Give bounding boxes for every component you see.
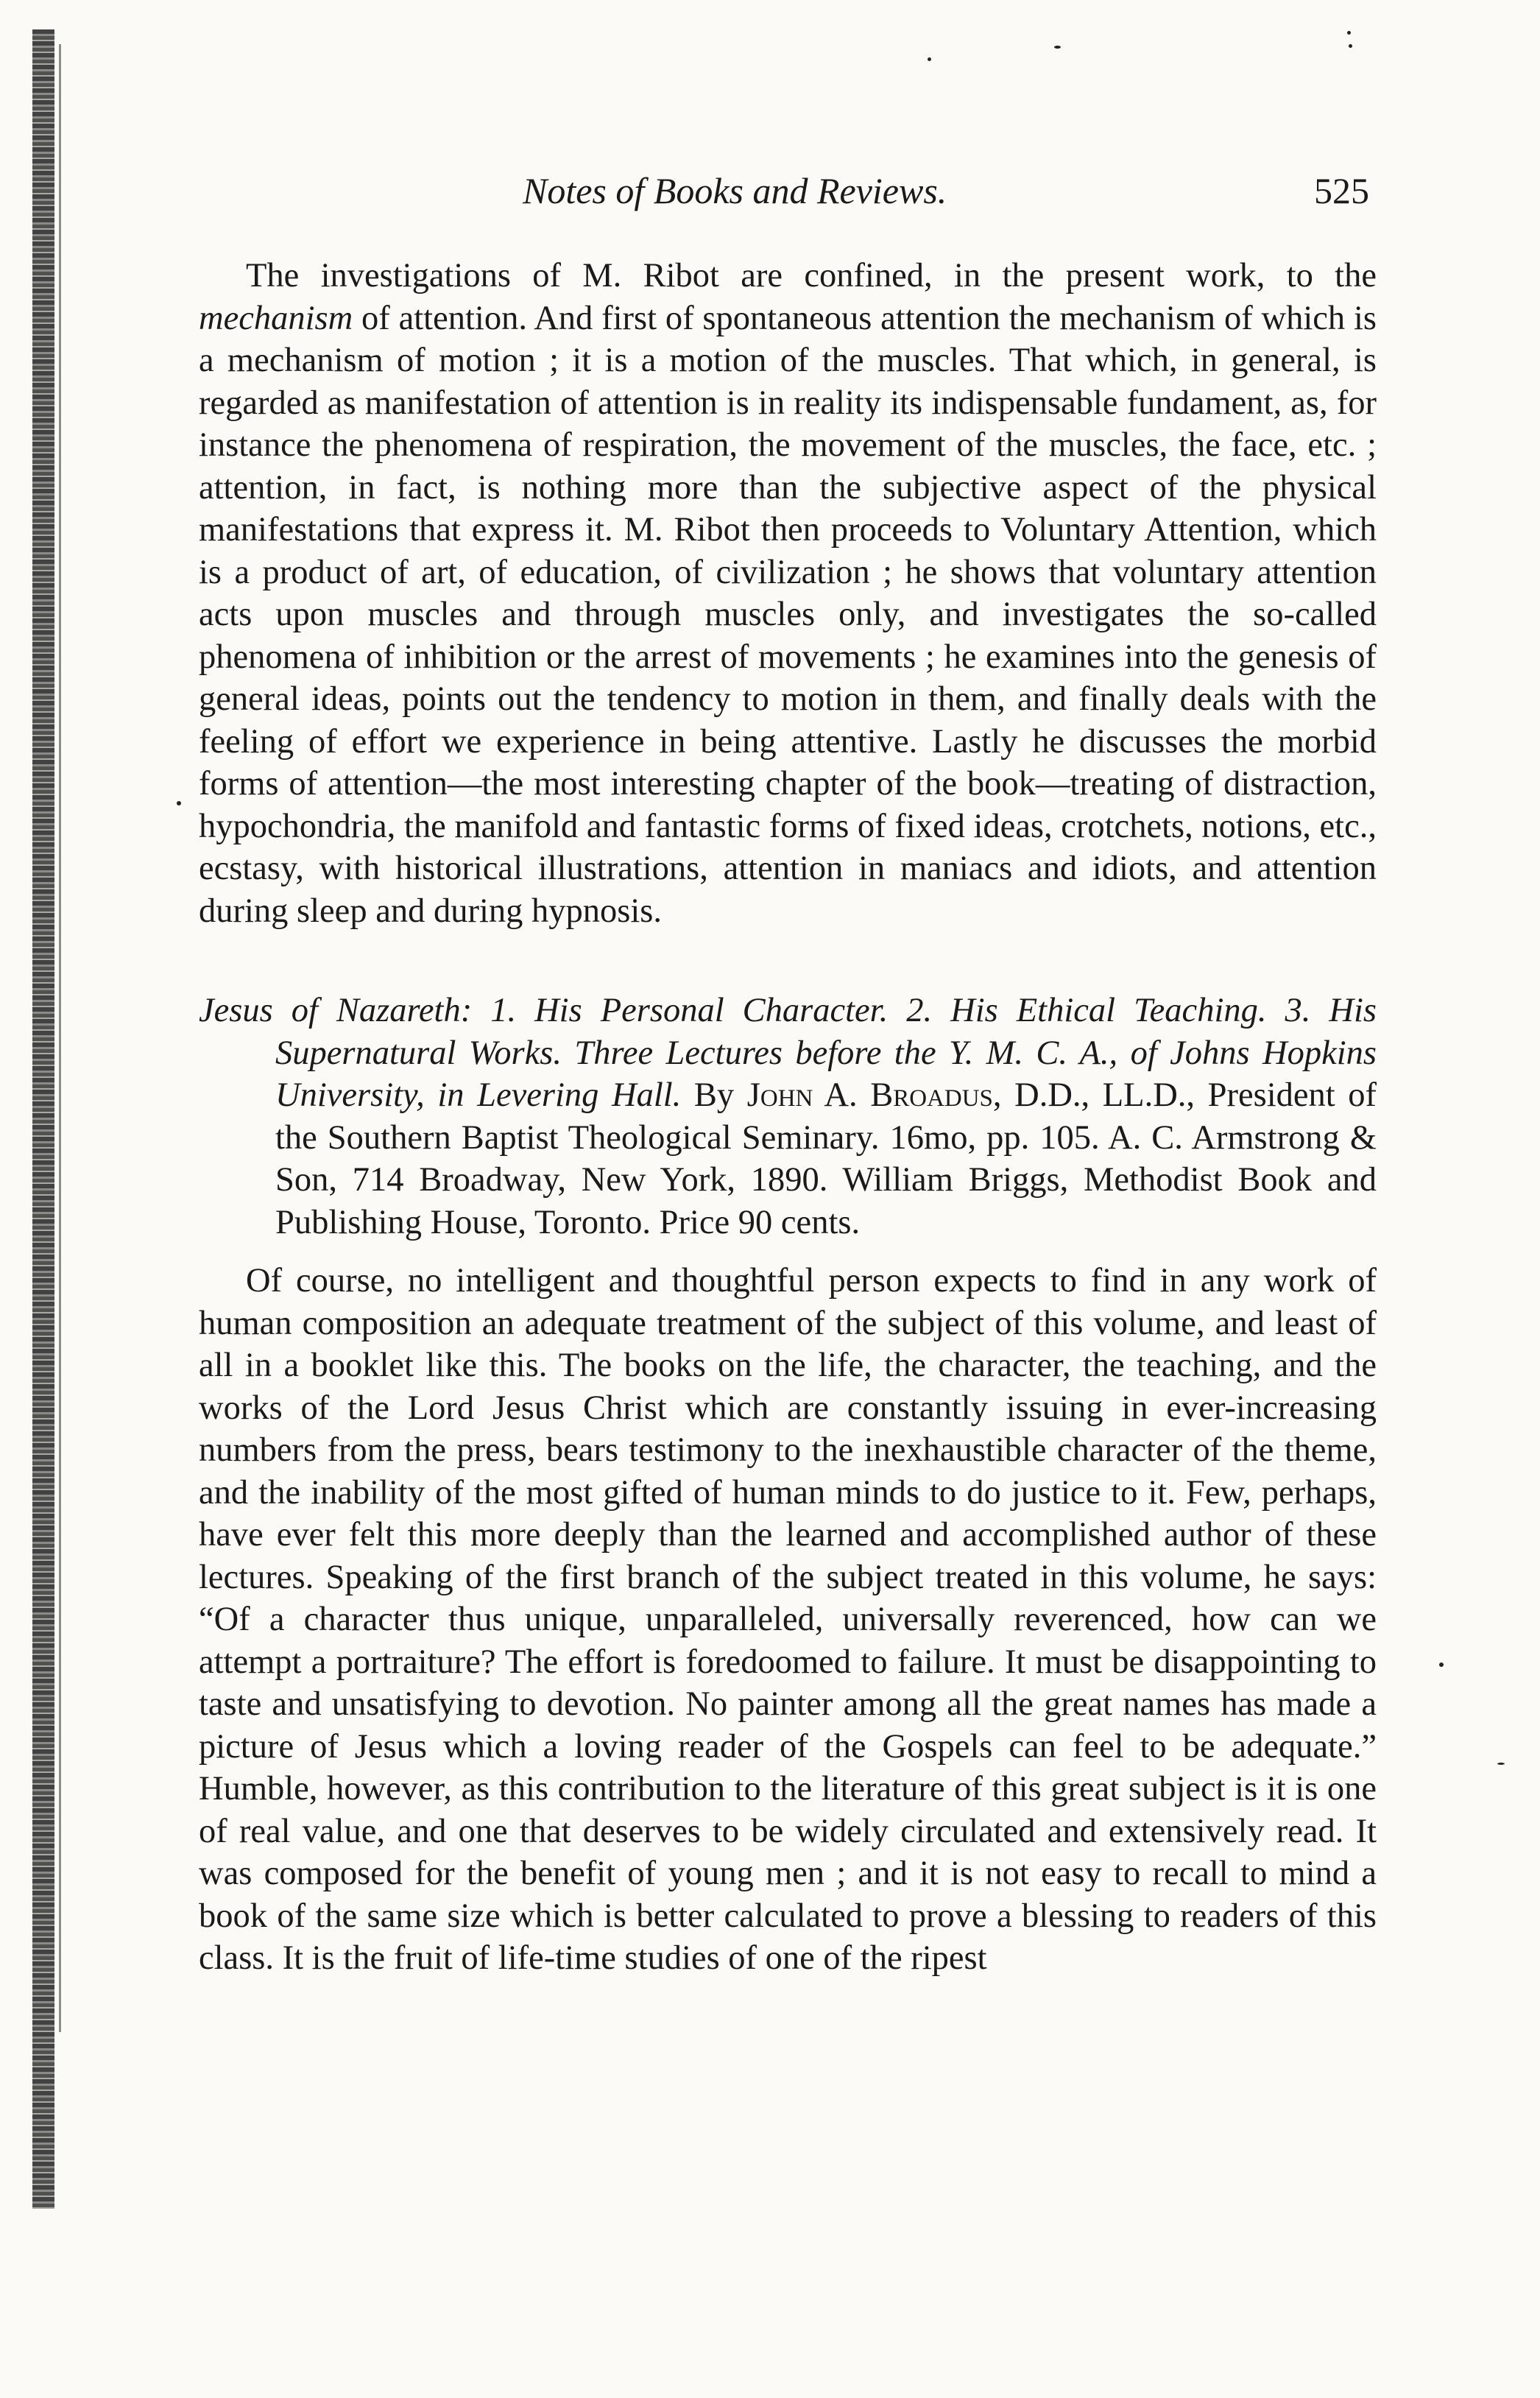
review-paragraph-ribot: The investigations of M. Ribot are confined, in the present work, to the mechanism of attention. And first of spontaneous attention the mechanism of which is a mechanism of motion ; it is a motion of the muscles. That which, in general, is regarded as manifestation of attention is in reality its indispensable fundament, as, for instance the phenomena of respiration, the movement of the muscles, the face, etc. ; attention, in fact, is nothing more than the subjective aspect of the physical manifestations that express it. M. Ribot then proceeds to Voluntary Attention, which is a product of art, of education, of civilization ; he shows that voluntary attention acts upon muscles and through muscles only, and investigates the so-called phenomena of inhibition or the arrest of movements ; he examines into the genesis of general ideas, points out the tendency to motion in them, and finally deals with the feeling of effort we experience in being attentive. Lastly he discusses the morbid forms of attention—the most interesting chapter of the book—treating of distraction, hypochondria, the manifold and fantastic forms of fixed ideas, crotchets, notions, etc., ecstasy, with historical illustrations, attention in maniacs and idiots, and attention during sleep and during hypnosis.: [199, 257, 1377, 930]
book-author: John A. Broadus: [746, 1076, 993, 1114]
ink-speck: [1054, 46, 1061, 49]
ink-speck: [1347, 31, 1351, 35]
ink-speck: [1439, 1662, 1444, 1667]
ink-speck: [1349, 44, 1352, 48]
book-title: Jesus of Nazareth: 1. His Personal Character. 2. His Ethical Teaching. 3. His Supernatural Works. Three Lectures before the Y. M. C. A., of Johns Hopkins University, in Levering Hall.: [199, 992, 1377, 1114]
text-column: [199, 255, 1377, 1980]
page-number: 525: [1314, 170, 1369, 211]
book-entry-heading: Jesus of Nazareth: 1. His Personal Character. 2. His Ethical Teaching. 3. His Supernatural Works. Three Lectures before the Y. M. C. A., of Johns Hopkins University, in Levering Hall. By John A. Broadus, D.D., LL.D., President of the Southern Baptist Theological Seminary. 16mo, pp. 105. A. C. Armstrong & Son, 714 Broadway, New York, 1890. William Briggs, Methodist Book and Publishing House, Toronto. Price 90 cents.: [199, 992, 1377, 1241]
ink-speck: [1497, 1763, 1505, 1765]
book-details: , D.D., LL.D., President of the Southern Baptist Theological Seminary. 16mo, pp. 105. A. C. Armstrong & Son, 714 Broadway, New York, 1890. William Briggs, Methodist Book and Publishing House, Toronto. Price 90 cents.: [275, 1076, 1377, 1241]
book-binding-edge: [32, 29, 54, 2209]
ink-speck: [177, 801, 181, 805]
emphasis-word: mechanism: [199, 299, 353, 337]
review-paragraph-jesus-of-nazareth: Of course, no intelligent and thoughtful person expects to find in any work of human composition an adequate treatment of the subject of this volume, and least of all in a booklet like this. The books on the life, the character, the teaching, and the works of the Lord Jesus Christ which are constantly issuing in ever-increasing numbers from the press, bears testimony to the inexhaustible character of the theme, and the inability of the most gifted of human minds to do justice to it. Few, perhaps, have ever felt this more deeply than the learned and accomplished author of these lectures. Speaking of the first branch of the subject treated in this volume, he says: “Of a character thus unique, unparalleled, universally reverenced, how can we attempt a portraiture? The effort is foredoomed to failure. It must be disappointing to taste and unsatisfying to devotion. No painter among all the great names has made a picture of Jesus which a loving reader of the Gospels can feel to be adequate.” Humble, however, as this contribution to the literature of this great subject is it is one of real value, and one that deserves to be widely circulated and extensively read. It was composed for the benefit of young men ; and it is not easy to recall to mind a book of the same size which is better calculated to prove a blessing to readers of this class. It is the fruit of life-time studies of one of the ripest: [199, 1262, 1377, 1977]
page-header: [206, 169, 1369, 221]
page-gutter-line: [59, 44, 61, 2032]
ink-speck: [928, 57, 931, 61]
running-title: Notes of Books and Reviews.: [523, 170, 947, 211]
